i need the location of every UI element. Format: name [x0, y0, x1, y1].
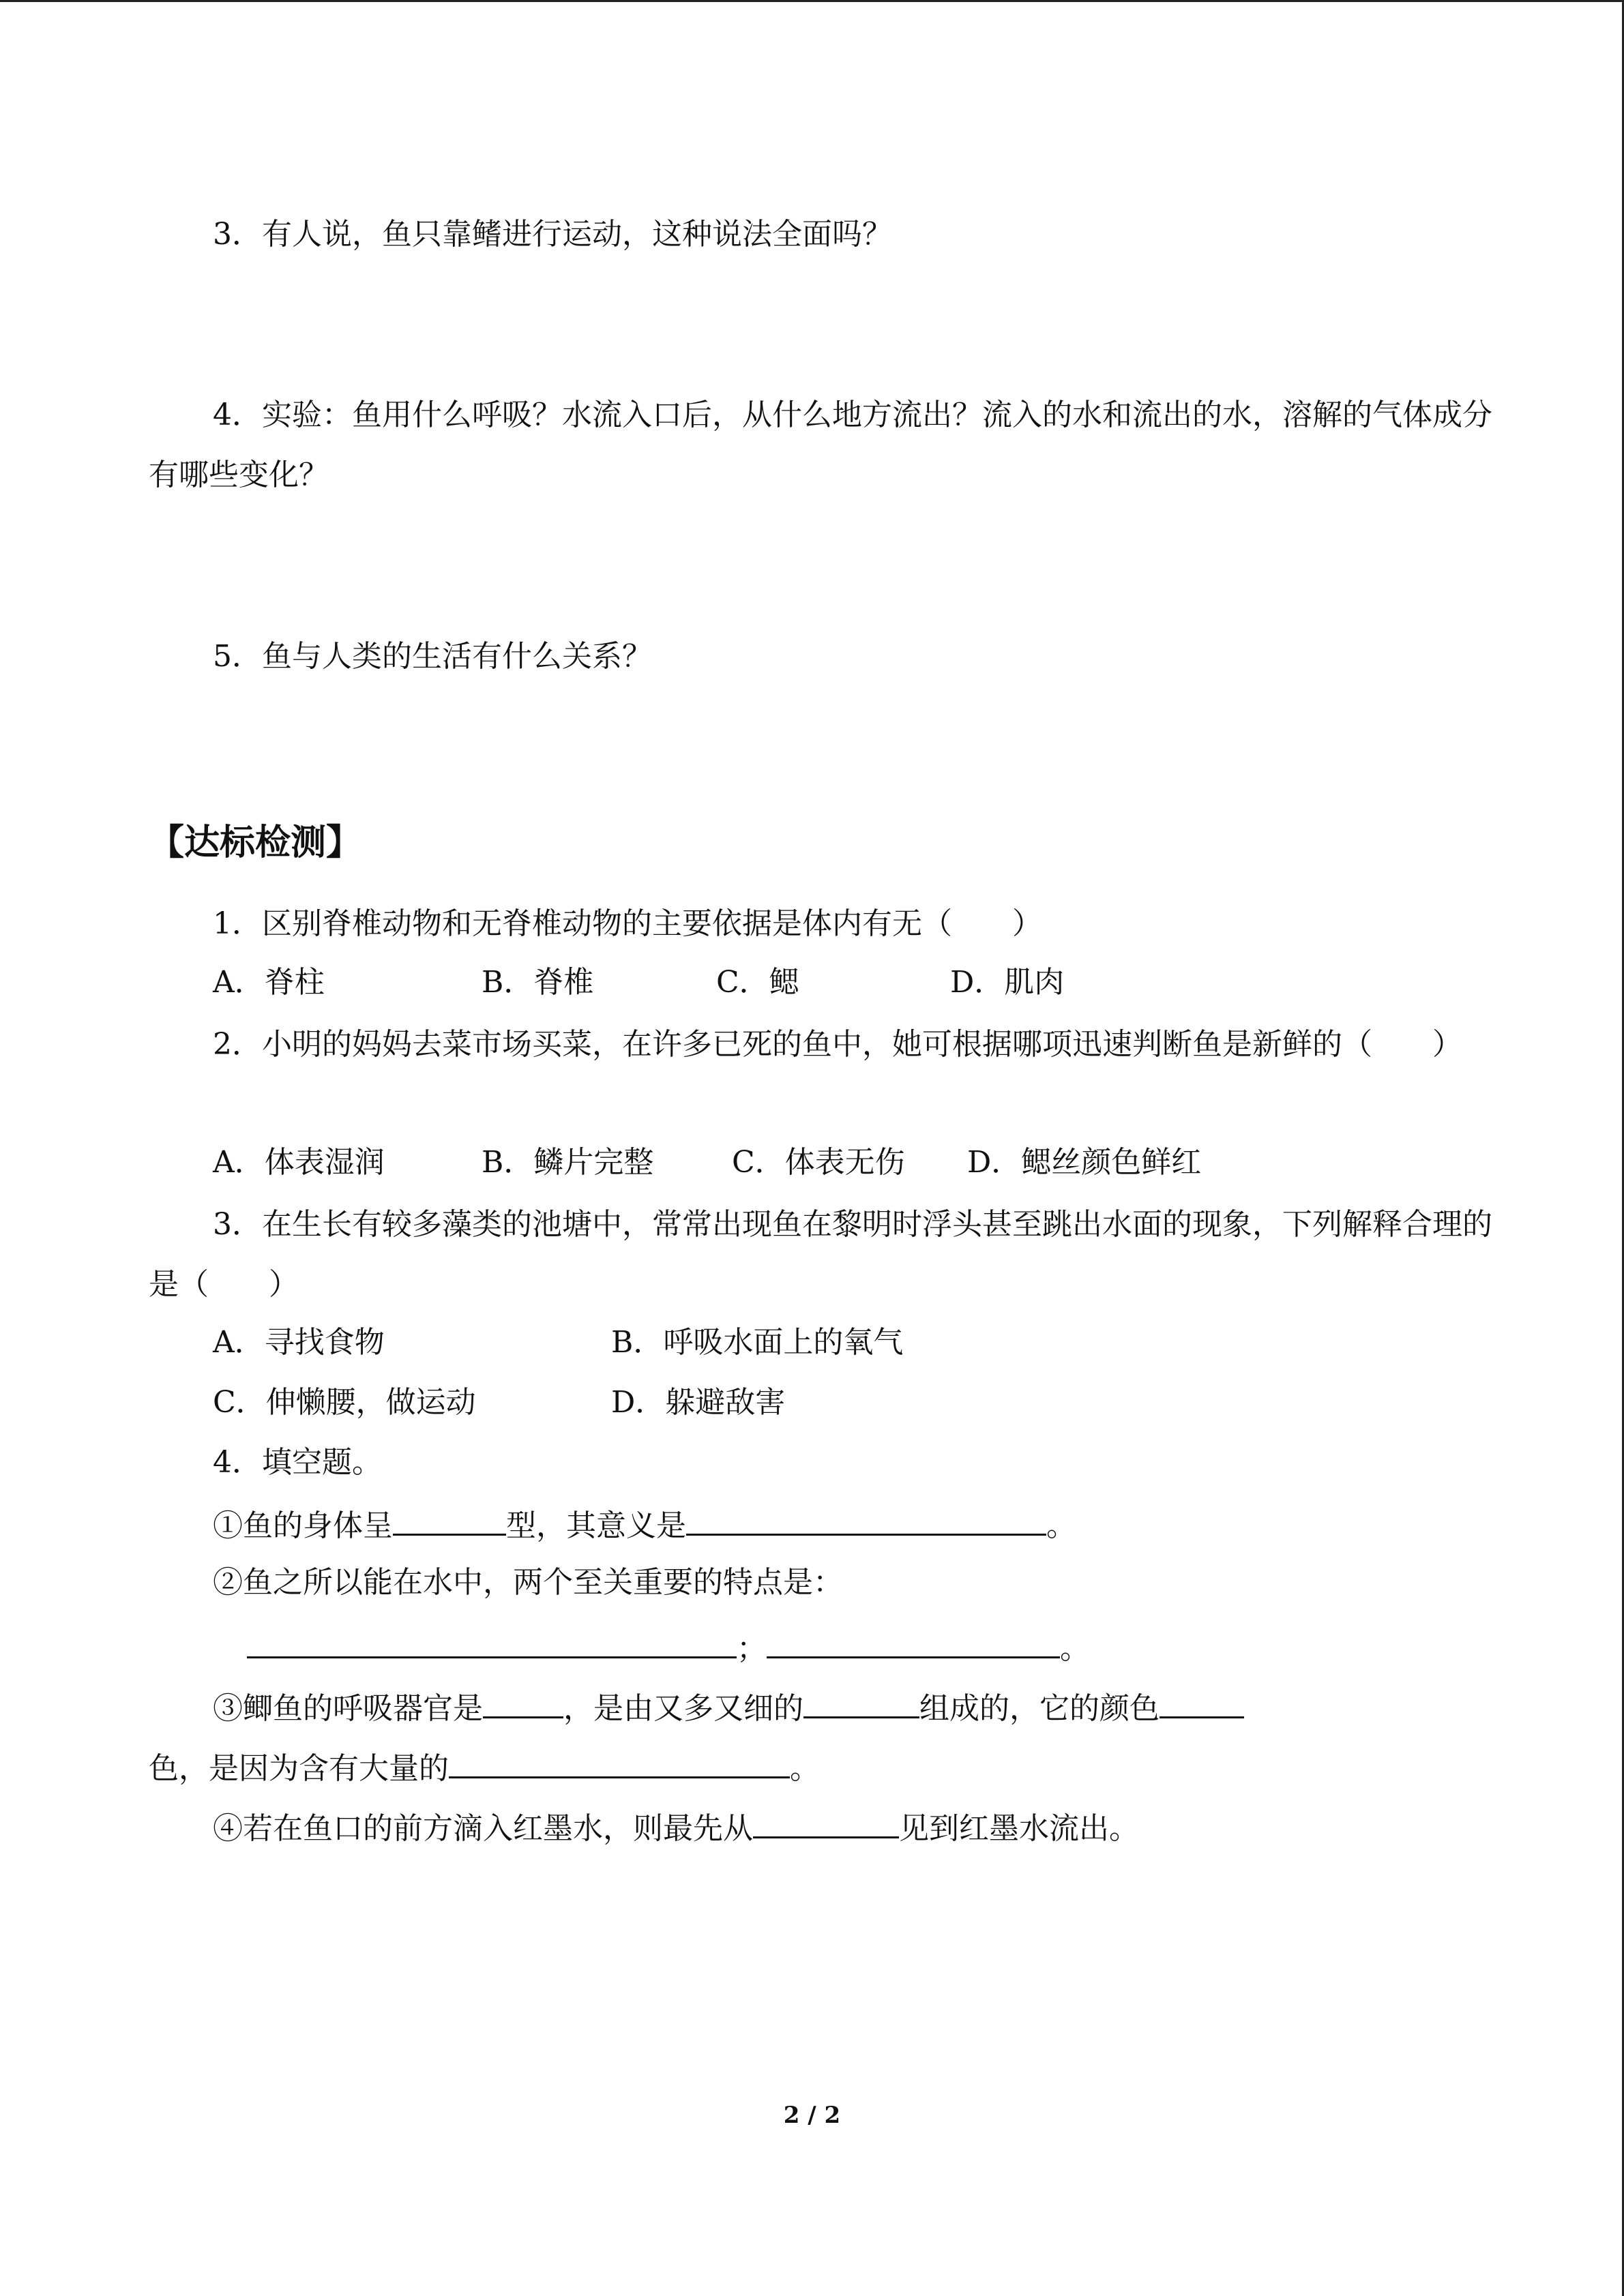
test-2-option-a: A．体表湿润 — [213, 1145, 385, 1180]
fill-1 — [213, 1504, 1076, 1545]
test-2-option-c: C．体表无伤 — [732, 1145, 905, 1180]
fill-3-text-d: 色，是因为含有大量的 — [149, 1751, 449, 1786]
fill-1-blank-meaning[interactable] — [686, 1504, 1046, 1536]
test-3-option-c: C．伸懒腰，做运动 — [213, 1385, 476, 1420]
test-1-option-c: C．鳃 — [716, 965, 799, 1000]
fill-4-text-b: 见到红墨水流出。 — [899, 1811, 1139, 1846]
fill-2-blank-2[interactable] — [767, 1626, 1060, 1658]
fill-3-text-e: 。 — [790, 1751, 820, 1786]
section-title: 【达标检测】 — [149, 822, 362, 863]
fill-2-end: 。 — [1060, 1631, 1090, 1666]
fill-2-blanks — [247, 1626, 1090, 1668]
fill-3-text-b: ，是由又多又细的 — [563, 1691, 803, 1726]
fill-3-line-2 — [149, 1746, 820, 1788]
fill-3-blank-substance[interactable] — [449, 1746, 790, 1778]
test-3-option-d: D．躲避敌害 — [611, 1385, 786, 1420]
question-4: 4．实验：鱼用什么呼吸？水流入口后，从什么地方流出？流入的水和流出的水，溶解的气体成分有哪些变化？ — [149, 398, 1492, 492]
test-4-stem: 4．填空题。 — [213, 1445, 382, 1480]
fill-1-text-a: ①鱼的身体呈 — [213, 1508, 393, 1543]
test-1-option-a: A．脊柱 — [213, 965, 325, 1000]
test-2-option-d: D．鳃丝颜色鲜红 — [967, 1145, 1202, 1180]
fill-1-text-b: 型，其意义是 — [506, 1508, 686, 1543]
fill-4-blank-location[interactable] — [753, 1806, 899, 1838]
test-3-stem: 3．在生长有较多藻类的池塘中，常常出现鱼在黎明时浮头甚至跳出水面的现象，下列解释合理的是（ ） — [149, 1207, 1492, 1302]
test-1-option-b: B．脊椎 — [482, 965, 594, 1000]
test-3-option-a: A．寻找食物 — [213, 1325, 385, 1360]
fill-3-text-c: 组成的，它的颜色 — [919, 1691, 1160, 1726]
page-number: 2 / 2 — [783, 2102, 841, 2129]
test-1-option-d: D．肌肉 — [950, 965, 1065, 1000]
fill-3-blank-organ[interactable] — [483, 1686, 563, 1718]
fill-4 — [213, 1806, 1139, 1848]
fill-3-text-a: ③鲫鱼的呼吸器官是 — [213, 1691, 483, 1726]
fill-3-blank-structure[interactable] — [803, 1686, 919, 1718]
fill-2-stem: ②鱼之所以能在水中，两个至关重要的特点是： — [213, 1565, 843, 1600]
fill-3-line-1 — [213, 1686, 1244, 1728]
fill-3-blank-color[interactable] — [1160, 1686, 1244, 1718]
fill-4-text-a: ④若在鱼口的前方滴入红墨水，则最先从 — [213, 1811, 753, 1846]
test-3-option-b: B．呼吸水面上的氧气 — [611, 1325, 904, 1360]
fill-2-blank-1[interactable] — [247, 1626, 737, 1658]
fill-2-separator: ； — [737, 1631, 767, 1666]
fill-1-text-c: 。 — [1046, 1508, 1076, 1543]
question-3: 3．有人说，鱼只靠鳍进行运动，这种说法全面吗？ — [213, 217, 892, 252]
question-5: 5．鱼与人类的生活有什么关系？ — [213, 639, 652, 674]
test-2-option-b: B．鳞片完整 — [482, 1145, 654, 1180]
fill-1-blank-shape[interactable] — [393, 1504, 506, 1536]
test-2-stem: 2．小明的妈妈去菜市场买菜，在许多已死的鱼中，她可根据哪项迅速判断鱼是新鲜的（ ） — [213, 1027, 1462, 1062]
test-1-stem: 1．区别脊椎动物和无脊椎动物的主要依据是体内有无（ ） — [213, 906, 1042, 941]
